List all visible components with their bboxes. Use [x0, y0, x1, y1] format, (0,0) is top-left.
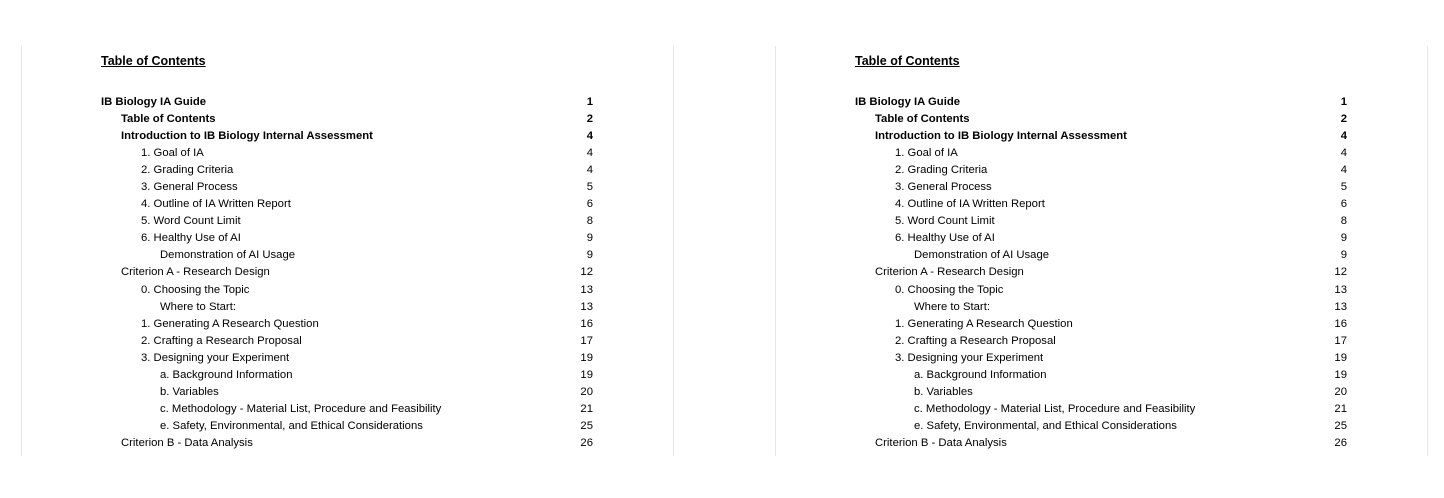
toc-entry[interactable]: [101, 282, 593, 299]
toc-entry-title[interactable]: Introduction to IB Biology Internal Assessment: [121, 130, 373, 143]
toc-entry[interactable]: [101, 230, 593, 247]
toc-entry-page-number[interactable]: 6: [586, 198, 593, 211]
toc-entry-title[interactable]: a. Background Information: [914, 368, 1047, 381]
toc-entry-page-number[interactable]: 4: [1340, 164, 1347, 177]
toc-entry-title[interactable]: IB Biology IA Guide: [855, 96, 961, 108]
toc-entry-page-number[interactable]: 13: [1334, 283, 1347, 296]
toc-entry-page-number[interactable]: 19: [580, 368, 593, 381]
toc-entry-page-number[interactable]: 5: [586, 181, 593, 194]
toc-entry-title[interactable]: 0. Choosing the Topic: [895, 283, 1004, 296]
toc-entry-page-number[interactable]: 17: [1334, 334, 1347, 347]
toc-entry-title[interactable]: 5. Word Count Limit: [141, 215, 241, 228]
toc-entry-page-number[interactable]: 1: [586, 96, 593, 108]
toc-entry-title[interactable]: b. Variables: [914, 385, 973, 398]
toc-entry[interactable]: [101, 367, 593, 384]
toc-entry-title[interactable]: 4. Outline of IA Written Report: [895, 198, 1045, 211]
toc-entry-page-number[interactable]: 9: [586, 249, 593, 262]
toc-entry[interactable]: [855, 94, 1347, 111]
toc-entry-page-number[interactable]: 26: [1334, 436, 1347, 449]
toc-entry[interactable]: [101, 213, 593, 230]
toc-entry[interactable]: [855, 367, 1347, 384]
toc-entry-title[interactable]: 4. Outline of IA Written Report: [141, 198, 291, 211]
toc-entry-title[interactable]: 2. Grading Criteria: [141, 164, 234, 177]
toc-entry-title[interactable]: 3. General Process: [141, 181, 238, 194]
toc-entry-title[interactable]: 2. Grading Criteria: [895, 164, 988, 177]
toc-entry[interactable]: [855, 333, 1347, 350]
toc-entry-title[interactable]: 3. Designing your Experiment: [141, 351, 290, 364]
toc-entry-title[interactable]: Table of Contents: [875, 113, 970, 126]
toc-entry-page-number[interactable]: 12: [1334, 266, 1347, 279]
toc-entry-page-number[interactable]: 4: [586, 130, 593, 143]
toc-entry-title[interactable]: 2. Crafting a Research Proposal: [895, 334, 1056, 347]
toc-entry[interactable]: [855, 111, 1347, 128]
toc-entry-page-number[interactable]: 2: [586, 113, 593, 126]
toc-entry[interactable]: [101, 264, 593, 281]
toc-entry[interactable]: [855, 179, 1347, 196]
toc-entry-page-number[interactable]: 20: [1334, 385, 1347, 398]
toc-entry-page-number[interactable]: 19: [1334, 351, 1347, 364]
toc-entry[interactable]: [855, 316, 1347, 333]
toc-entry-title[interactable]: 1. Generating A Research Question: [895, 317, 1073, 330]
toc-entry-title[interactable]: b. Variables: [160, 385, 219, 398]
toc-entry-title[interactable]: Criterion A - Research Design: [875, 266, 1024, 279]
toc-heading[interactable]: Table of Contents: [855, 54, 960, 68]
toc-entry-title[interactable]: c. Methodology - Material List, Procedure and Feasibility: [160, 402, 442, 415]
toc-entry-title[interactable]: Table of Contents: [121, 113, 216, 126]
toc-entry[interactable]: [855, 282, 1347, 299]
toc-entry[interactable]: [101, 196, 593, 213]
toc-entry-title[interactable]: a. Background Information: [160, 368, 293, 381]
toc-entry-page-number[interactable]: 1: [1340, 96, 1347, 108]
toc-entry-title[interactable]: 6. Healthy Use of AI: [895, 232, 995, 245]
toc-entry-page-number[interactable]: 26: [580, 436, 593, 449]
toc-entry-page-number[interactable]: 13: [1334, 300, 1347, 313]
toc-entry[interactable]: [101, 384, 593, 401]
toc-list: [855, 94, 1347, 452]
toc-entry-title[interactable]: Criterion A - Research Design: [121, 266, 270, 279]
toc-entry-page-number[interactable]: 5: [1340, 181, 1347, 194]
toc-entry-title[interactable]: Demonstration of AI Usage: [914, 249, 1050, 262]
toc-entry-page-number[interactable]: 4: [1340, 147, 1347, 160]
toc-entry-page-number[interactable]: 4: [586, 147, 593, 160]
toc-entry-page-number[interactable]: 21: [1334, 402, 1347, 415]
toc-entry-page-number[interactable]: 12: [580, 266, 593, 279]
toc-entry[interactable]: [855, 401, 1347, 418]
toc-entry[interactable]: [101, 179, 593, 196]
toc-entry-title[interactable]: 2. Crafting a Research Proposal: [141, 334, 302, 347]
toc-entry-title[interactable]: c. Methodology - Material List, Procedure and Feasibility: [914, 402, 1196, 415]
toc-entry-title[interactable]: 1. Goal of IA: [895, 147, 958, 160]
toc-entry-page-number[interactable]: 25: [580, 419, 593, 432]
toc-entry[interactable]: [855, 145, 1347, 162]
toc-entry-title[interactable]: 3. General Process: [895, 181, 992, 194]
toc-entry-page-number[interactable]: 4: [586, 164, 593, 177]
toc-entry[interactable]: [855, 230, 1347, 247]
toc-entry-title[interactable]: Where to Start:: [160, 300, 236, 313]
toc-entry[interactable]: [855, 213, 1347, 230]
toc-entry[interactable]: [101, 435, 593, 452]
toc-entry-page-number[interactable]: 16: [580, 317, 593, 330]
toc-entry[interactable]: [855, 247, 1347, 264]
toc-entry-page-number[interactable]: 8: [1340, 215, 1347, 228]
toc-entry-page-number[interactable]: 13: [580, 300, 593, 313]
toc-entry-page-number[interactable]: 2: [1340, 113, 1347, 126]
toc-entry[interactable]: [101, 316, 593, 333]
toc-entry-page-number[interactable]: 21: [580, 402, 593, 415]
toc-entry[interactable]: [101, 162, 593, 179]
toc-entry-title[interactable]: Demonstration of AI Usage: [160, 249, 296, 262]
toc-entry-page-number[interactable]: 25: [1334, 419, 1347, 432]
toc-entry-title[interactable]: 1. Generating A Research Question: [141, 317, 319, 330]
toc-entry[interactable]: [855, 162, 1347, 179]
toc-entry-title[interactable]: Criterion B - Data Analysis: [121, 436, 253, 449]
toc-entry-page-number[interactable]: 19: [1334, 368, 1347, 381]
toc-entry[interactable]: [855, 418, 1347, 435]
toc-entry-page-number[interactable]: 9: [586, 232, 593, 245]
toc-entry-page-number[interactable]: 17: [580, 334, 593, 347]
toc-entry-page-number[interactable]: 16: [1334, 317, 1347, 330]
toc-entry-title[interactable]: Where to Start:: [914, 300, 990, 313]
toc-entry[interactable]: [101, 333, 593, 350]
toc-entry[interactable]: [855, 264, 1347, 281]
toc-entry[interactable]: [855, 299, 1347, 316]
toc-entry-page-number[interactable]: 19: [580, 351, 593, 364]
toc-entry-title[interactable]: Introduction to IB Biology Internal Assessment: [875, 130, 1127, 143]
toc-entry-title[interactable]: e. Safety, Environmental, and Ethical Considerations: [914, 419, 1177, 432]
toc-entry-page-number[interactable]: 9: [1340, 232, 1347, 245]
toc-entry-title[interactable]: IB Biology IA Guide: [101, 96, 207, 108]
toc-entry-page-number[interactable]: 9: [1340, 249, 1347, 262]
toc-entry-title[interactable]: 0. Choosing the Topic: [141, 283, 250, 296]
toc-entry-page-number[interactable]: 6: [1340, 198, 1347, 211]
toc-entry[interactable]: [855, 435, 1347, 452]
toc-entry[interactable]: [855, 128, 1347, 145]
toc-entry-title[interactable]: e. Safety, Environmental, and Ethical Considerations: [160, 419, 423, 432]
toc-entry[interactable]: [101, 350, 593, 367]
toc-entry[interactable]: [101, 299, 593, 316]
toc-entry-page-number[interactable]: 8: [586, 215, 593, 228]
toc-heading[interactable]: Table of Contents: [101, 54, 206, 68]
toc-entry-page-number[interactable]: 4: [1340, 130, 1347, 143]
toc-list: [101, 94, 593, 452]
toc-entry[interactable]: [101, 111, 593, 128]
toc-entry[interactable]: [101, 94, 593, 111]
toc-entry[interactable]: [101, 401, 593, 418]
toc-entry-page-number[interactable]: 13: [580, 283, 593, 296]
toc-entry-page-number[interactable]: 20: [580, 385, 593, 398]
toc-entry[interactable]: [855, 350, 1347, 367]
toc-entry[interactable]: [855, 384, 1347, 401]
toc-entry-title[interactable]: 3. Designing your Experiment: [895, 351, 1044, 364]
toc-entry[interactable]: [101, 145, 593, 162]
toc-entry-title[interactable]: Criterion B - Data Analysis: [875, 436, 1007, 449]
toc-entry[interactable]: [101, 128, 593, 145]
document-page-right: [775, 46, 1428, 456]
toc-entry-title[interactable]: 6. Healthy Use of AI: [141, 232, 241, 245]
document-page-left: [21, 46, 674, 456]
toc-entry[interactable]: [101, 418, 593, 435]
toc-entry[interactable]: [855, 196, 1347, 213]
toc-entry-title[interactable]: 1. Goal of IA: [141, 147, 204, 160]
toc-entry[interactable]: [101, 247, 593, 264]
toc-entry-title[interactable]: 5. Word Count Limit: [895, 215, 995, 228]
